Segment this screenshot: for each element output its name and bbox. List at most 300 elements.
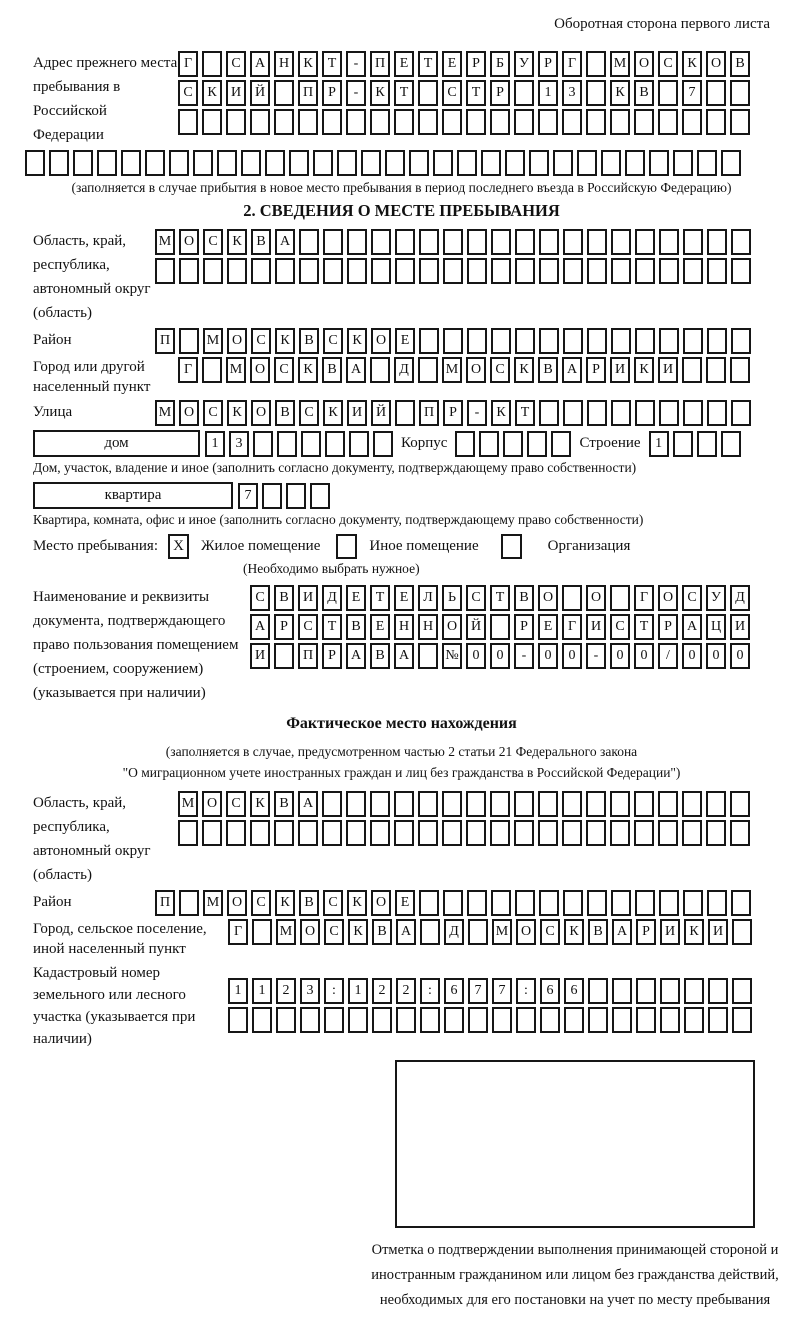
char-cell xyxy=(277,431,297,457)
char-cell: Р xyxy=(466,51,486,77)
char-cell xyxy=(419,229,439,255)
fact-region-block xyxy=(33,791,770,887)
char-cell: И xyxy=(250,643,270,669)
char-cell: О xyxy=(250,357,270,383)
char-cell xyxy=(539,328,559,354)
char-cell: А xyxy=(250,614,270,640)
char-cell xyxy=(635,400,655,426)
char-cell xyxy=(490,791,510,817)
char-cell xyxy=(466,791,486,817)
char-cell: О xyxy=(202,791,222,817)
cell-row xyxy=(178,357,750,383)
char-cell xyxy=(202,109,222,135)
char-cell xyxy=(610,109,630,135)
char-cell: 1 xyxy=(649,431,669,457)
char-cell xyxy=(491,258,511,284)
char-cell xyxy=(683,890,703,916)
char-cell xyxy=(634,109,654,135)
char-cell xyxy=(706,791,726,817)
char-cell xyxy=(539,229,559,255)
char-cell xyxy=(349,431,369,457)
char-cell: В xyxy=(251,229,271,255)
char-cell: А xyxy=(396,919,416,945)
char-cell: А xyxy=(298,791,318,817)
char-cell xyxy=(562,585,582,611)
char-cell: П xyxy=(419,400,439,426)
char-cell xyxy=(587,229,607,255)
char-cell xyxy=(323,229,343,255)
char-cell xyxy=(660,1007,680,1033)
char-cell xyxy=(577,150,597,176)
char-cell xyxy=(226,820,246,846)
char-cell: 0 xyxy=(730,643,750,669)
char-cell: О xyxy=(179,229,199,255)
char-cell xyxy=(683,229,703,255)
char-cell xyxy=(286,483,306,509)
char-cell xyxy=(706,820,726,846)
char-cell xyxy=(553,150,573,176)
char-cell: О xyxy=(251,400,271,426)
mark-caption: Отметка о подтверждении выполнения принимающей стороной и иностранным гражданином или лицом без гражданства действий, необходимых для его постановки на учет по месту пребывания xyxy=(371,1242,779,1308)
char-cell: С xyxy=(274,357,294,383)
prev-address-block xyxy=(33,51,770,147)
char-cell: К xyxy=(323,400,343,426)
char-cell xyxy=(586,51,606,77)
cell-row xyxy=(178,51,750,77)
char-cell: С xyxy=(540,919,560,945)
char-cell xyxy=(587,890,607,916)
char-cell xyxy=(588,978,608,1004)
cell-row xyxy=(250,614,750,640)
char-cell xyxy=(443,229,463,255)
char-cell xyxy=(730,357,750,383)
char-cell: О xyxy=(227,890,247,916)
city-block xyxy=(33,357,770,397)
char-cell: К xyxy=(347,890,367,916)
char-cell xyxy=(274,643,294,669)
char-cell: К xyxy=(514,357,534,383)
char-cell xyxy=(467,258,487,284)
char-cell: С xyxy=(298,614,318,640)
char-cell: В xyxy=(275,400,295,426)
char-cell xyxy=(145,150,165,176)
char-cell: М xyxy=(492,919,512,945)
char-cell xyxy=(467,890,487,916)
char-cell: Р xyxy=(322,80,342,106)
char-cell: Н xyxy=(394,614,414,640)
char-cell: 1 xyxy=(228,978,248,1004)
header-note: Оборотная сторона первого листа xyxy=(554,16,770,32)
char-cell xyxy=(241,150,261,176)
char-cell: Е xyxy=(346,585,366,611)
char-cell: 6 xyxy=(444,978,464,1004)
char-cell xyxy=(298,109,318,135)
char-cell: С xyxy=(226,51,246,77)
char-cell xyxy=(706,357,726,383)
section2-title: 2. СВЕДЕНИЯ О МЕСТЕ ПРЕБЫВАНИЯ xyxy=(243,201,560,220)
char-cell: С xyxy=(442,80,462,106)
char-cell: Г xyxy=(562,614,582,640)
document-rows xyxy=(250,585,750,669)
cadastre-rows xyxy=(228,978,752,1033)
char-cell xyxy=(289,150,309,176)
char-cell xyxy=(443,890,463,916)
char-cell xyxy=(588,1007,608,1033)
char-cell xyxy=(586,80,606,106)
char-cell xyxy=(730,820,750,846)
char-cell: Т xyxy=(370,585,390,611)
char-cell xyxy=(514,109,534,135)
char-cell xyxy=(697,431,717,457)
char-cell xyxy=(370,820,390,846)
char-cell: Ц xyxy=(706,614,726,640)
option-organization-label: Организация xyxy=(547,538,631,554)
char-cell: В xyxy=(514,585,534,611)
char-cell xyxy=(322,109,342,135)
char-cell xyxy=(348,1007,368,1033)
char-cell xyxy=(346,820,366,846)
char-cell xyxy=(202,357,222,383)
char-cell: О xyxy=(538,585,558,611)
char-cell xyxy=(611,328,631,354)
char-cell xyxy=(706,80,726,106)
char-cell xyxy=(193,150,213,176)
char-cell xyxy=(262,483,282,509)
char-cell xyxy=(468,919,488,945)
char-cell xyxy=(490,109,510,135)
cell-row xyxy=(155,890,751,916)
char-cell: В xyxy=(299,890,319,916)
char-cell xyxy=(658,820,678,846)
char-cell: Е xyxy=(538,614,558,640)
cell-row-full-width xyxy=(25,150,770,176)
char-cell: Г xyxy=(178,51,198,77)
char-cell xyxy=(636,1007,656,1033)
checkbox-other-premises xyxy=(336,534,357,559)
char-cell: К xyxy=(298,51,318,77)
char-cell xyxy=(419,890,439,916)
char-cell xyxy=(155,258,175,284)
char-cell: Й xyxy=(371,400,391,426)
char-cell: В xyxy=(322,357,342,383)
char-cell xyxy=(721,431,741,457)
char-cell: Е xyxy=(370,614,390,640)
char-cell: 2 xyxy=(396,978,416,1004)
char-cell xyxy=(586,791,606,817)
char-cell: П xyxy=(155,328,175,354)
city-label: Город или другой населенный пункт xyxy=(33,359,151,395)
char-cell xyxy=(731,229,751,255)
char-cell: Т xyxy=(394,80,414,106)
char-cell xyxy=(659,258,679,284)
char-cell xyxy=(274,820,294,846)
char-cell: П xyxy=(298,643,318,669)
char-cell: А xyxy=(250,51,270,77)
char-cell xyxy=(634,820,654,846)
char-cell: К xyxy=(682,51,702,77)
char-cell xyxy=(706,109,726,135)
char-cell: 0 xyxy=(466,643,486,669)
char-cell xyxy=(310,483,330,509)
char-cell xyxy=(708,1007,728,1033)
char-cell xyxy=(635,258,655,284)
char-cell xyxy=(299,258,319,284)
char-cell: 2 xyxy=(372,978,392,1004)
char-cell: : xyxy=(324,978,344,1004)
cell-row xyxy=(178,791,750,817)
char-cell xyxy=(587,400,607,426)
char-cell xyxy=(202,820,222,846)
char-cell xyxy=(514,791,534,817)
char-cell xyxy=(442,791,462,817)
char-cell xyxy=(697,150,717,176)
char-cell xyxy=(253,431,273,457)
char-cell xyxy=(179,328,199,354)
char-cell xyxy=(707,258,727,284)
char-cell: К xyxy=(202,80,222,106)
char-cell xyxy=(673,150,693,176)
char-cell: Д xyxy=(444,919,464,945)
char-cell: Т xyxy=(466,80,486,106)
char-cell xyxy=(562,791,582,817)
char-cell: Е xyxy=(395,890,415,916)
char-cell xyxy=(251,258,271,284)
char-cell xyxy=(97,150,117,176)
char-cell: П xyxy=(155,890,175,916)
char-cell: С xyxy=(658,51,678,77)
fact-region-label: Область, край, республика, автономный округ (область) xyxy=(33,795,151,883)
char-cell xyxy=(274,109,294,135)
char-cell xyxy=(514,80,534,106)
char-cell xyxy=(394,820,414,846)
char-cell xyxy=(370,357,390,383)
char-cell xyxy=(228,1007,248,1033)
char-cell xyxy=(732,1007,752,1033)
char-cell: К xyxy=(227,400,247,426)
char-cell: 2 xyxy=(276,978,296,1004)
char-cell: П xyxy=(298,80,318,106)
char-cell: В xyxy=(730,51,750,77)
cadastre-block xyxy=(33,962,770,1050)
char-cell xyxy=(394,109,414,135)
char-cell xyxy=(684,1007,704,1033)
char-cell: К xyxy=(275,328,295,354)
char-cell xyxy=(731,400,751,426)
char-cell xyxy=(563,400,583,426)
char-cell: 7 xyxy=(468,978,488,1004)
char-cell: Р xyxy=(514,614,534,640)
char-cell xyxy=(202,51,222,77)
char-cell: К xyxy=(370,80,390,106)
char-cell: Е xyxy=(395,328,415,354)
char-cell xyxy=(418,80,438,106)
char-cell: С xyxy=(490,357,510,383)
char-cell: Р xyxy=(636,919,656,945)
char-cell: Д xyxy=(322,585,342,611)
char-cell xyxy=(121,150,141,176)
char-cell xyxy=(684,978,704,1004)
char-cell xyxy=(325,431,345,457)
char-cell: В xyxy=(274,791,294,817)
char-cell xyxy=(418,791,438,817)
char-cell: А xyxy=(275,229,295,255)
char-cell: А xyxy=(562,357,582,383)
char-cell xyxy=(346,109,366,135)
char-cell: Т xyxy=(418,51,438,77)
char-cell xyxy=(659,229,679,255)
char-cell xyxy=(178,109,198,135)
char-cell: П xyxy=(370,51,390,77)
char-cell xyxy=(612,978,632,1004)
char-cell xyxy=(418,357,438,383)
char-cell xyxy=(721,150,741,176)
char-cell: С xyxy=(323,890,343,916)
document-block xyxy=(33,585,770,705)
prev-address-label: Адрес прежнего места пребывания в Российской Федерации xyxy=(33,55,178,143)
char-cell: - xyxy=(346,80,366,106)
char-cell: № xyxy=(442,643,462,669)
char-cell: 0 xyxy=(490,643,510,669)
region-label: Область, край, республика, автономный округ (область) xyxy=(33,233,151,321)
stay-place-note: (Необходимо выбрать нужное) xyxy=(243,561,420,576)
char-cell xyxy=(274,80,294,106)
char-cell xyxy=(49,150,69,176)
char-cell xyxy=(732,919,752,945)
cell-row xyxy=(250,643,750,669)
char-cell xyxy=(347,229,367,255)
cadastre-label: Кадастровый номер земельного или лесного участка (указывается при наличии) xyxy=(33,965,196,1047)
char-cell: Е xyxy=(394,585,414,611)
char-cell: О xyxy=(179,400,199,426)
char-cell xyxy=(551,431,571,457)
stroenie-label: Строение xyxy=(579,435,641,451)
char-cell xyxy=(673,431,693,457)
char-cell: Г xyxy=(178,357,198,383)
char-cell: 3 xyxy=(229,431,249,457)
char-cell xyxy=(299,229,319,255)
char-cell: Б xyxy=(490,51,510,77)
char-cell xyxy=(491,890,511,916)
char-cell: К xyxy=(491,400,511,426)
char-cell xyxy=(601,150,621,176)
char-cell xyxy=(371,258,391,284)
char-cell: А xyxy=(346,357,366,383)
char-cell: С xyxy=(323,328,343,354)
char-cell: Й xyxy=(466,614,486,640)
char-cell: Д xyxy=(394,357,414,383)
char-cell: К xyxy=(347,328,367,354)
char-cell: Е xyxy=(442,51,462,77)
char-cell xyxy=(226,109,246,135)
char-cell xyxy=(322,791,342,817)
char-cell: Р xyxy=(538,51,558,77)
char-cell xyxy=(490,820,510,846)
char-cell xyxy=(300,1007,320,1033)
char-cell: : xyxy=(516,978,536,1004)
char-cell: 0 xyxy=(706,643,726,669)
char-cell xyxy=(385,150,405,176)
actual-location-notes xyxy=(33,741,770,783)
char-cell: 0 xyxy=(562,643,582,669)
char-cell: О xyxy=(466,357,486,383)
char-cell xyxy=(708,978,728,1004)
fact-district-label: Район xyxy=(33,894,72,910)
char-cell xyxy=(418,109,438,135)
char-cell xyxy=(395,258,415,284)
cell-row xyxy=(228,1007,752,1033)
char-cell: 0 xyxy=(682,643,702,669)
char-cell xyxy=(538,109,558,135)
char-cell: Т xyxy=(490,585,510,611)
char-cell xyxy=(276,1007,296,1033)
char-cell: 7 xyxy=(492,978,512,1004)
char-cell: И xyxy=(708,919,728,945)
char-cell xyxy=(227,258,247,284)
char-cell: К xyxy=(275,890,295,916)
char-cell xyxy=(324,1007,344,1033)
char-cell xyxy=(731,890,751,916)
char-cell xyxy=(562,109,582,135)
char-cell: Е xyxy=(394,51,414,77)
char-cell xyxy=(418,820,438,846)
char-cell xyxy=(515,328,535,354)
char-cell: 3 xyxy=(562,80,582,106)
char-cell xyxy=(298,820,318,846)
char-cell xyxy=(682,109,702,135)
char-cell xyxy=(252,919,272,945)
char-cell: М xyxy=(203,328,223,354)
char-cell: - xyxy=(467,400,487,426)
char-cell xyxy=(610,585,630,611)
char-cell: С xyxy=(610,614,630,640)
char-cell xyxy=(659,400,679,426)
char-cell xyxy=(490,614,510,640)
char-cell: В xyxy=(372,919,392,945)
char-cell: М xyxy=(178,791,198,817)
char-cell xyxy=(635,890,655,916)
char-cell xyxy=(492,1007,512,1033)
char-cell xyxy=(658,109,678,135)
char-cell: Р xyxy=(586,357,606,383)
char-cell xyxy=(467,328,487,354)
char-cell xyxy=(731,328,751,354)
char-cell xyxy=(586,109,606,135)
char-cell: И xyxy=(730,614,750,640)
char-cell: С xyxy=(324,919,344,945)
region-block xyxy=(33,229,770,325)
char-cell xyxy=(179,258,199,284)
char-cell xyxy=(635,229,655,255)
char-cell xyxy=(347,258,367,284)
char-cell xyxy=(455,431,475,457)
char-cell xyxy=(563,890,583,916)
char-cell: / xyxy=(658,643,678,669)
char-cell: С xyxy=(203,229,223,255)
char-cell: О xyxy=(371,890,391,916)
char-cell xyxy=(420,1007,440,1033)
fact-city-block xyxy=(33,919,770,959)
char-cell xyxy=(660,978,680,1004)
char-cell xyxy=(466,109,486,135)
char-cell: С xyxy=(682,585,702,611)
char-cell: 1 xyxy=(348,978,368,1004)
char-cell: А xyxy=(394,643,414,669)
district-label: Район xyxy=(33,332,72,348)
char-cell: 6 xyxy=(540,978,560,1004)
prev-address-rows xyxy=(178,51,750,135)
char-cell: Г xyxy=(562,51,582,77)
char-cell: А xyxy=(682,614,702,640)
